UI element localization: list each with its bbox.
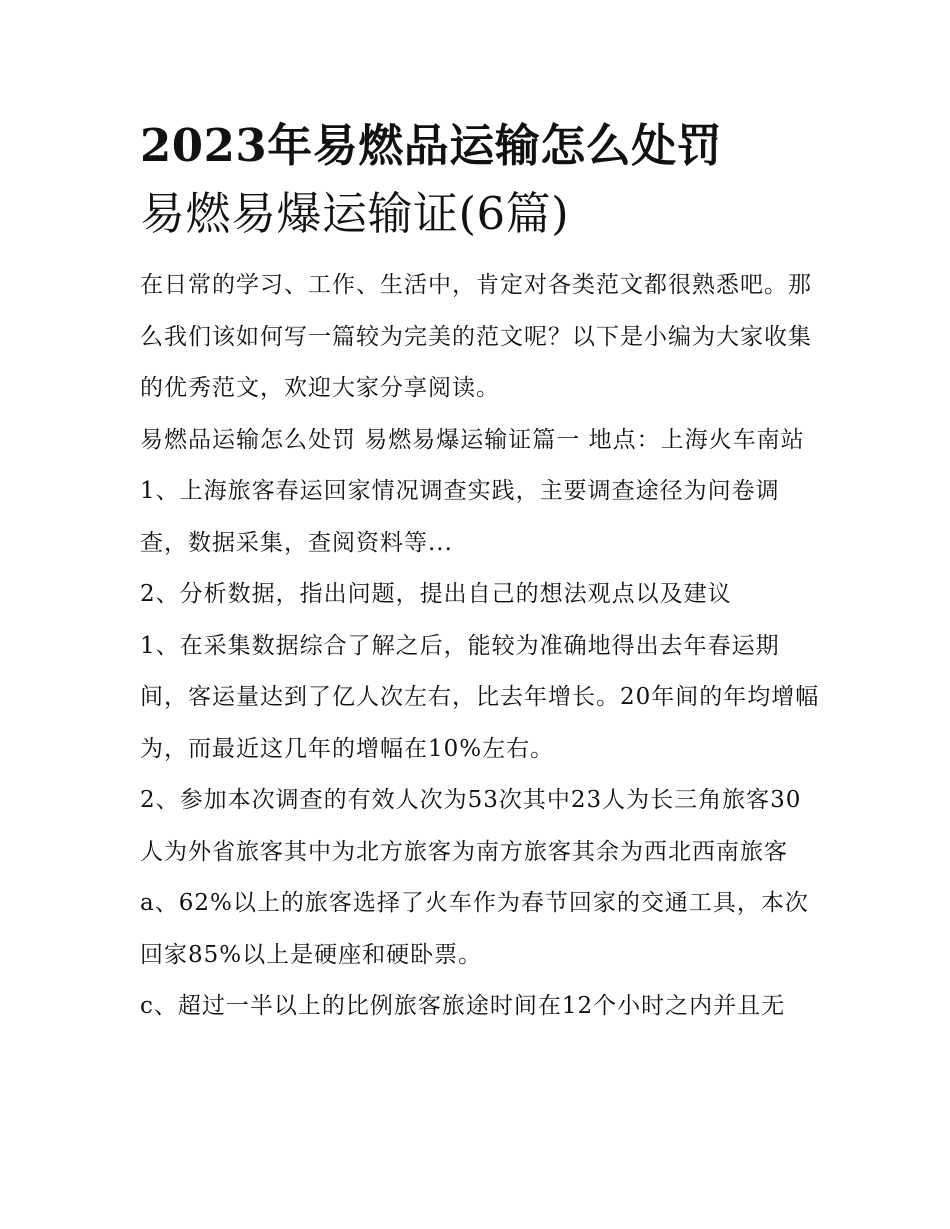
- document-body: [140, 260, 820, 1033]
- paragraph-item-c: c、超过一半以上的比例旅客旅途时间在12个小时之内并且无: [140, 993, 786, 1019]
- document-title: [140, 112, 820, 248]
- title-line-1: 2023年易燃品运输怎么处罚: [140, 119, 723, 172]
- paragraph-section-one: 易燃品运输怎么处罚 易燃易爆运输证篇一 地点：上海火车南站 1、上海旅客春运回家情况调查实践，主要调查途径为问卷调查，数据采集，查阅资料等...: [140, 426, 805, 556]
- paragraph-analysis: 2、分析数据，指出问题，提出自己的想法观点以及建议: [140, 581, 732, 607]
- document-page: [140, 112, 820, 1033]
- paragraph-item-a: a、62%以上的旅客选择了火车作为春节回家的交通工具，本次回家85%以上是硬座和硬卧票。: [140, 890, 809, 968]
- paragraph-finding-1: 1、在采集数据综合了解之后，能较为准确地得出去年春运期间，客运量达到了亿人次左右，比去年增长。20年间的年均增幅为，而最近这几年的增幅在10%左右。: [140, 632, 820, 762]
- title-line-2: 易燃易爆运输证(6篇): [140, 187, 570, 240]
- paragraph-finding-2: 2、参加本次调查的有效人次为53次其中23人为长三角旅客30人为外省旅客其中为北方旅客为南方旅客其余为西北西南旅客: [140, 787, 802, 865]
- paragraph-intro: 在日常的学习、工作、生活中，肯定对各类范文都很熟悉吧。那么我们该如何写一篇较为完美的范文呢？以下是小编为大家收集的优秀范文，欢迎大家分享阅读。: [140, 272, 812, 401]
